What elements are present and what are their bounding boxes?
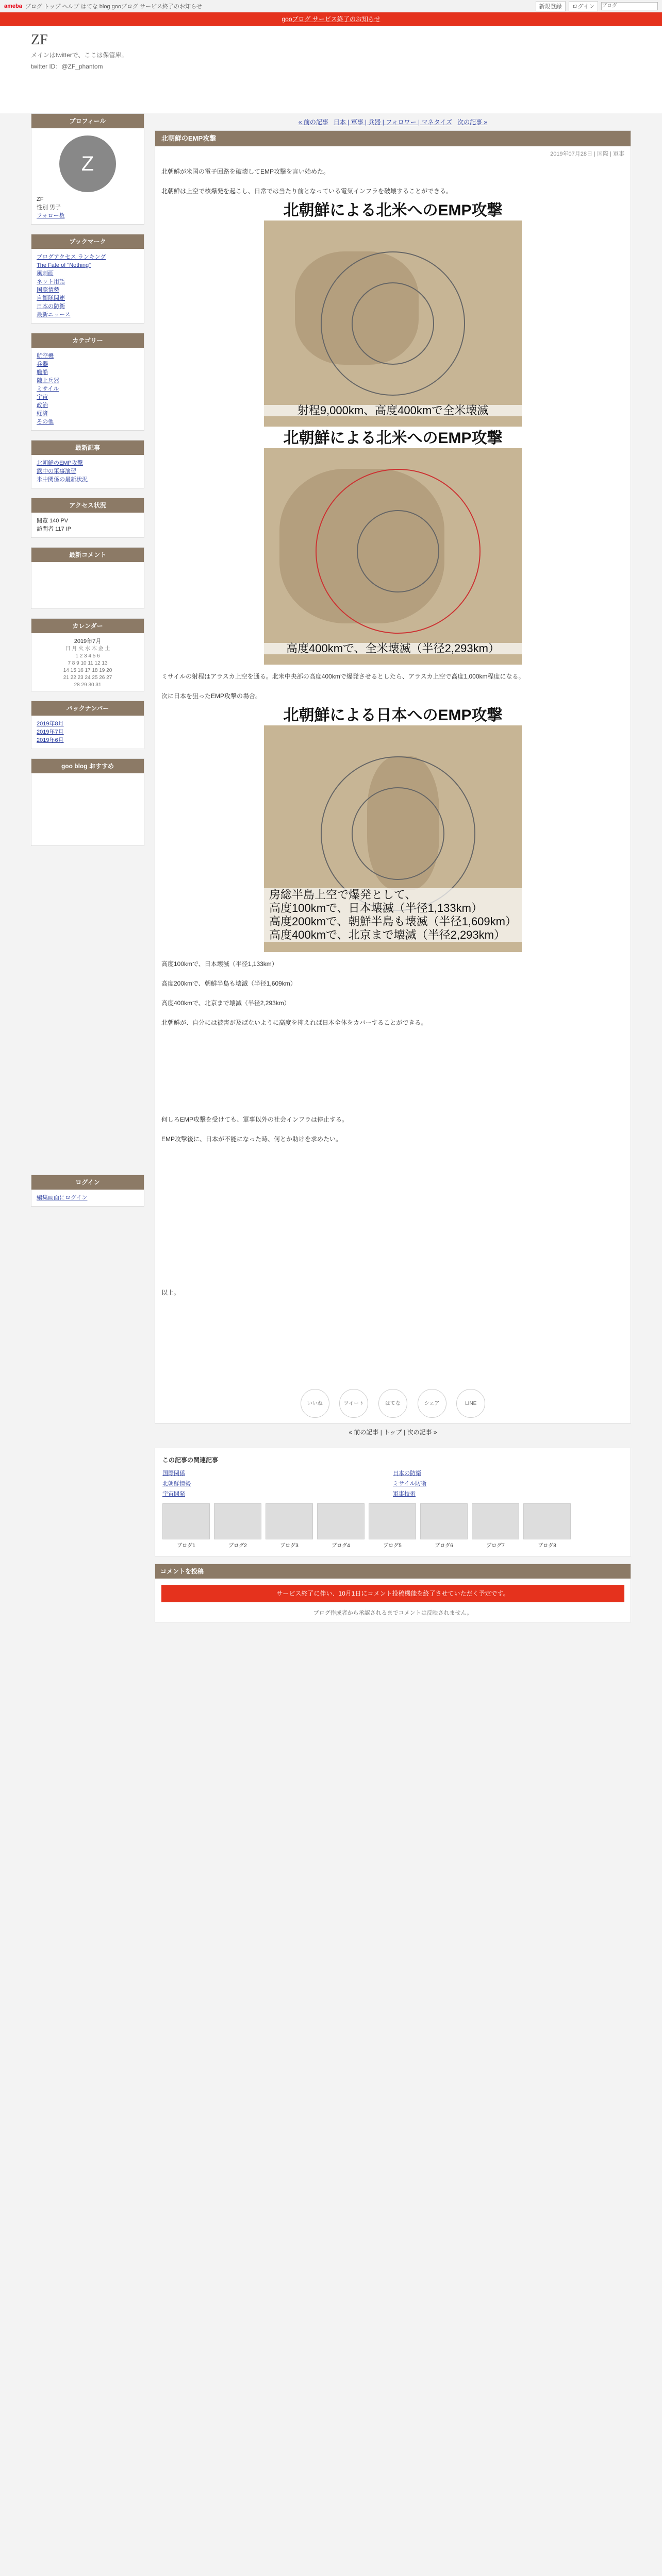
share-hatena[interactable]: はてな [378,1389,407,1418]
comments-box: 最新コメント [31,547,144,609]
bookmark-link[interactable]: 日本の防衛 [37,303,65,310]
main-content [155,113,631,1622]
related-box: この記事の関連記事 国際関係 日本の防衛 北朝鮮情勢 ミサイル防衛 宇宙開発 軍事技術 ブログ1 ブログ2 ブログ3 ブログ4 ブログ5 ブログ6 ブログ7 ブログ8 [155,1448,631,1556]
thumb[interactable]: ブログ6 [420,1503,468,1549]
recent-link[interactable]: 米中関係の最新状況 [37,477,88,483]
recent-link[interactable]: 露中の軍事演習 [37,468,76,474]
top-bar [0,0,662,12]
thumb[interactable]: ブログ5 [369,1503,416,1549]
bottom-nav[interactable]: « 前の記事 | トップ | 次の記事 » [349,1429,437,1436]
thumb[interactable]: ブログ4 [317,1503,365,1549]
bookmark-link[interactable]: 国際情勢 [37,287,59,293]
brand-logo[interactable]: ameba [4,3,22,9]
backnumber-box: バックナンバー 2019年8月 2019年7月 2019年6月 [31,701,144,749]
bookmark-link[interactable]: ブログアクセス ランキング [37,254,106,260]
search-input[interactable] [601,2,658,10]
share-line[interactable]: LINE [456,1389,485,1418]
top-links[interactable]: ブログ トップ ヘルプ はてな blog gooブログ サービス終了のお知らせ [25,3,202,10]
bookmark-link[interactable]: 最新ニュース [37,312,71,318]
blog-title[interactable]: ZF [31,32,48,48]
access-box: アクセス状況 閲覧 140 PV 訪問者 117 IP [31,498,144,538]
goo-box: goo blog おすすめ [31,758,144,846]
category-link[interactable]: 兵器 [37,361,48,367]
profile-box: プロフィール Z ZF 性別 男子 フォロー数 [31,113,144,225]
thumb[interactable]: ブログ7 [472,1503,519,1549]
share-like[interactable]: いいね [301,1389,329,1418]
category-link[interactable]: 政治 [37,402,48,409]
share-tweet[interactable]: ツイート [339,1389,368,1418]
bookmark-link[interactable]: The Fate of "Nothing" [37,262,91,268]
thumb[interactable]: ブログ2 [214,1503,261,1549]
bookmark-link[interactable]: 自衛隊関連 [37,295,65,301]
map-figure-1: 北朝鮮による北米へのEMP攻撃 射程9,000km、高度400kmで全米壊滅 [243,205,542,427]
category-link[interactable]: 宇宙 [37,394,48,400]
category-link[interactable]: ミサイル [37,386,59,392]
calendar-box: カレンダー 2019年7月 日 月 火 水 木 金 土 1 2 3 4 5 6 7 8 9 10 11 12 13 14 15 16 17 18 19 20 21 22 23 24 25 26 27 28 29 30 31 [31,618,144,691]
category-link[interactable]: 経済 [37,411,48,417]
article-nav: « 前の記事 日本 | 軍事 | 兵器 | フォロワー | マネタイズ 次の記事 » [298,118,488,126]
avatar[interactable]: Z [59,135,116,192]
blog-desc: メインはtwitterで、ここは保管庫。 [31,52,128,59]
category-link[interactable]: 陸上兵器 [37,378,59,384]
recent-box: 最新記事 北朝鮮のEMP攻撃 露中の軍事演習 米中関係の最新状況 [31,440,144,488]
article: 北朝鮮のEMP攻撃 2019年07月28日 | 国際 | 軍事 北朝鮮が米国の電子回路を破壊してEMP攻撃を言い始めた。 北朝鮮は上空で核爆発を起こし、日常では当たり前となっている電気インフラを破壊することができる。 北朝鮮による北米へのEMP攻撃 射程9,000km、高度400kmで全米壊滅 北朝鮮による北米へのEMP攻撃 高度400kmで、全米壊滅（半径2,293km） ミサイルの射程はアラスカ上空を通る。北米中央部の高度400kmで爆発させるとしたら、アラスカ上空で高度1,000km程度になる。 次に日本を狙ったEMP攻撃の場合。 北朝鮮による日本へのEMP攻撃 房総半島上空で爆発として、 高度100kmで、日本壊滅（半径1,133km） 高度200kmで、朝鮮半島も壊滅（半径1,609km） 高度400kmで、北京まで壊滅（半径2,293km） 高度100kmで、日本壊滅（半径1,133km） 高度200kmで、朝鮮半島も壊滅（半径1,609km） 高度400kmで、北京まで壊滅（半径2,293km） 北朝鮮が、自分には被害が及ばないように高度を抑えれば日本全体をカバーすることができる。 何しろEMP攻撃を受けても、軍事以外の社会インフラは停止する。 EMP攻撃後に、日本が不能になった時、何とか助けを求めたい。 以上。 いいね ツイート はてな シェア LINE [155,130,631,1423]
service-end-banner[interactable]: gooブログ サービス終了のお知らせ [0,12,662,26]
comment-box: コメントを投稿 サービス終了に伴い、10月1日にコメント投稿機能を終了させていただく予定です。 ブログ作成者から承認されるまでコメントは反映されません。 [155,1564,631,1622]
thumb[interactable]: ブログ1 [162,1503,210,1549]
recent-link[interactable]: 北朝鮮のEMP攻撃 [37,460,83,466]
profile-name[interactable]: ZF [37,196,44,202]
login-link[interactable]: 編集画面にログイン [37,1195,88,1201]
register-button[interactable]: 新規登録 [536,1,566,11]
category-box: カテゴリー 航空機 兵器 艦船 陸上兵器 ミサイル 宇宙 政治 経済 その他 [31,333,144,431]
bookmark-link[interactable]: 風刺画 [37,270,54,277]
category-link[interactable]: 艦船 [37,369,48,376]
article-title[interactable]: 北朝鮮のEMP攻撃 [155,131,631,146]
blog-header [0,26,662,113]
profile-link[interactable]: フォロー数 [37,213,65,219]
category-link[interactable]: 航空機 [37,353,54,359]
blog-twitter: twitter ID：@ZF_phantom [31,63,103,70]
map-figure-2: 北朝鮮による北米へのEMP攻撃 高度400kmで、全米壊滅（半径2,293km） [243,433,542,665]
map-figure-3: 北朝鮮による日本へのEMP攻撃 房総半島上空で爆発として、 高度100kmで、日本壊滅（半径1,133km） 高度200kmで、朝鮮半島も壊滅（半径1,609km） 高度400kmで、北京まで壊滅（半径2,293km） [243,710,542,952]
thumb[interactable]: ブログ3 [266,1503,313,1549]
share-buttons [155,1384,631,1423]
bookmark-box: ブックマーク ブログアクセス ランキング The Fate of "Nothing" 風刺画 ネット用語 国際情勢 自衛隊関連 日本の防衛 最新ニュース [31,234,144,324]
thumb[interactable]: ブログ8 [523,1503,571,1549]
bookmark-link[interactable]: ネット用語 [37,279,65,285]
login-box: ログイン 編集画面にログイン [31,1175,144,1207]
sidebar [31,113,144,1201]
share-facebook[interactable]: シェア [418,1389,446,1418]
category-link[interactable]: その他 [37,419,54,425]
comment-notice[interactable]: サービス終了に伴い、10月1日にコメント投稿機能を終了させていただく予定です。 [161,1585,624,1602]
login-button[interactable]: ログイン [569,1,598,11]
